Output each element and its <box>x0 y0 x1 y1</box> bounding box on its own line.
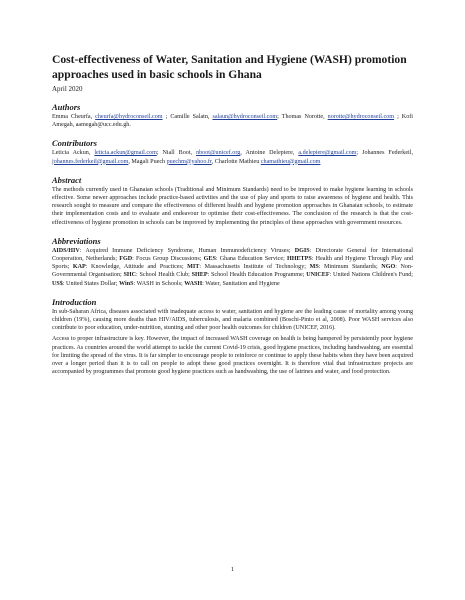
abbreviation: KAP <box>72 264 86 271</box>
author-email-link[interactable]: cheurfa@hydroconseil.com <box>95 114 163 120</box>
abbreviation: FGD <box>119 256 133 263</box>
abbreviation-definition: : School Health Club; <box>136 272 192 279</box>
abbreviation-definition: : Acquired Immune Deficiency Syndrome, Human Immunodeficiency Viruses; <box>79 247 295 254</box>
abbreviation: WinS <box>119 280 134 287</box>
page-number: 1 <box>230 566 235 573</box>
author-name: ; Thomas Norotte, <box>277 114 328 120</box>
introduction-heading: Introduction <box>52 296 97 307</box>
author-name: ; Camille Salatn, <box>162 114 213 120</box>
contributor-name: , Antoine Delepiere, <box>240 150 299 157</box>
author-name: Emma Cheurfa, <box>52 114 96 120</box>
author-email-link[interactable]: norotte@hydroconseil.com <box>327 114 395 120</box>
abbreviation-definition: : United Nations Children's Fund; <box>329 272 413 279</box>
abbreviation: UNICEF <box>306 272 330 279</box>
abbreviation-definition: : Directorate General for International Cooperation, Netherlands; <box>52 247 413 263</box>
author-name: ; Kofi Amegah, aamegah@ucc.edu.gh. <box>52 114 413 129</box>
abbreviations-heading: Abbreviations <box>52 235 101 246</box>
abbreviation: SHEP <box>191 272 208 279</box>
authors-heading: Authors <box>52 102 81 112</box>
abbreviation: AIDS/HIV <box>52 247 80 254</box>
contributor-name: ; Niall Boot, <box>156 150 197 157</box>
abbreviation-definition: : Minimum Standards; <box>318 264 382 271</box>
abbreviation: MIT <box>187 264 200 271</box>
abbreviation: WASH <box>184 280 203 287</box>
abbreviation: SHC <box>123 272 137 279</box>
abbreviations-list <box>52 247 413 288</box>
abbreviation: MS <box>309 264 319 271</box>
contributor-email-link[interactable]: chamathieu@gmail.com <box>260 158 321 165</box>
abbreviation: DGIS <box>294 247 310 254</box>
abbreviation-definition: : Non-Governmental Organisation; <box>52 264 414 279</box>
contributor-email-link[interactable]: puechm@yahoo.fr <box>166 158 212 165</box>
contributor-email-link[interactable]: leticia.ackun@gmail.com <box>94 150 157 157</box>
abbreviation-definition: : Ghana Education Service; <box>215 256 288 263</box>
authors-list <box>52 113 413 129</box>
introduction-paragraph: Access to proper infrastructure is key. However, the impact of increased WASH coverage on health is being hampered by persistently poor hygiene practices. As countries around the world attempt to tackle the current Covid-19 crisis, good hygiene practices, including handwashing, are essential for limiting the spread of the virus. It is far simpler to encourage people to reinforce or continue to apply these habits when they have been acquired over a longer period than it is to call on people to adopt these good practices overnight. It is therefore vital that infrastructure projects are accompanied by programmes that promote good hygiene practices such as handwashing, the use of latrines and water, and food protection. <box>52 336 413 376</box>
contributors-heading: Contributors <box>52 138 97 149</box>
contributor-email-link[interactable]: nboot@unicef.org <box>196 150 241 157</box>
abbreviation: HHETPS <box>287 256 312 263</box>
introduction-paragraph: In sub-Saharan Africa, diseases associated with inadequate access to water, sanitation and hygiene are the leading cause of mortality among young children (19%), causing more deaths than HIV/AIDS, tuberculosis, and malaria combined (Boschi-Pinto et al, 2008). Poor WASH services also contribute to poor education, under-nutrition, stunting and other poor health outcomes for children (UNICEF, 2016). <box>52 308 413 332</box>
abstract-text: The methods currently used in Ghanaian schools (Traditional and Minimum Standards) need to be improved to make hygiene learning in schools effective. Some newer approaches include practice-based activities and the use of play and sports to raise awareness of hygiene and health. This research sought to measure and compare the effectiveness of different health and hygiene promotion approaches in Ghanaian schools, to estimate their implementation costs and to evaluate and endeavour to optimise their cost-effectiveness. The conclusion of the research is that the cost-effectiveness of hygiene promotion in schools can be improved by implementing the principles of these approaches with government resources. <box>52 186 413 226</box>
abbreviation-definition: : Focus Group Discussions; <box>132 256 204 263</box>
abbreviation-definition: : School Health Education Programme; <box>207 272 307 279</box>
contributor-email-link[interactable]: johannes.federkeil@gmail.com <box>52 158 129 165</box>
contributors-list <box>52 149 413 165</box>
abbreviation-definition: : Water, Sanitation and Hygiene <box>202 280 280 287</box>
contributor-name: Leticia Ackun, <box>52 150 95 157</box>
abbreviation: NGO <box>381 264 396 271</box>
abbreviation: US$ <box>52 280 63 287</box>
abstract-heading: Abstract <box>52 174 82 185</box>
publication-date: April 2020 <box>52 85 83 93</box>
abbreviation: GES <box>203 256 216 263</box>
abbreviation-definition: : Massachusetts Institute of Technology; <box>199 264 310 271</box>
contributor-email-link[interactable]: a.delepiere@gmail.com <box>298 150 357 157</box>
abbreviation-definition: : Knowledge, Attitude and Practices; <box>85 264 188 271</box>
contributor-name: , Magali Puech <box>128 158 167 165</box>
abbreviation-definition: : WASH in Schools; <box>133 280 185 287</box>
paper-title: Cost-effectiveness of Water, Sanitation and Hygiene (WASH) promotion approaches used in basic schools in Ghana <box>52 53 407 81</box>
author-email-link[interactable]: salaun@hydroconseil.com <box>212 114 278 120</box>
abbreviation-definition: : United States Dollar; <box>62 280 120 287</box>
abbreviation-definition: : Health and Hygiene Through Play and Sports; <box>52 256 413 271</box>
contributor-name: ; Johannes Federkeil, <box>356 150 413 157</box>
contributor-name: , Charlotte Mathieu <box>211 158 261 165</box>
